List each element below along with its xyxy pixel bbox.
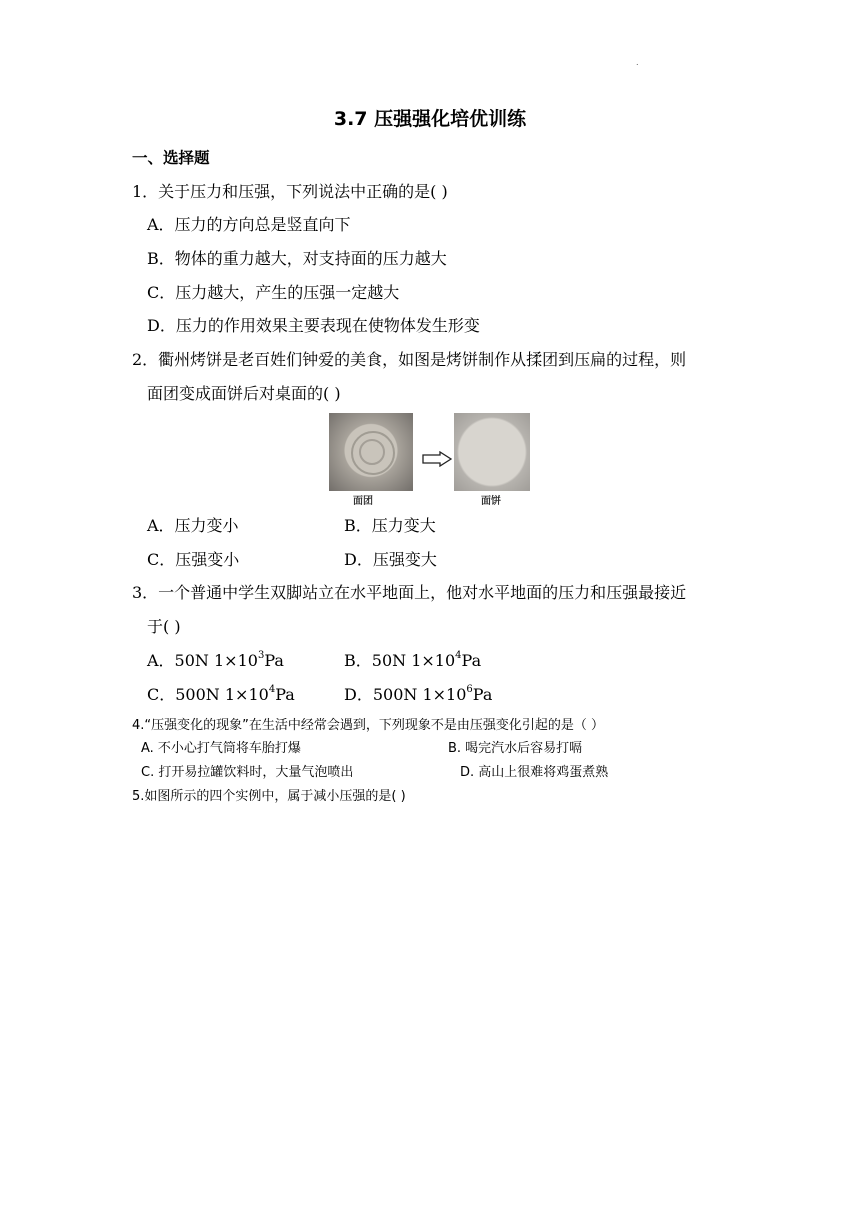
section-heading: 一、选择题: [132, 149, 210, 167]
q4-option-c: C. 打开易拉罐饮料时，大量气泡喷出: [141, 765, 354, 780]
q3-option-d: D．500N $1\times 10^6Pa$: [344, 684, 493, 704]
q2-option-a: A．压力变小: [147, 516, 239, 535]
q1-option-b: B．物体的重力越大，对支持面的压力越大: [147, 249, 447, 268]
q4-option-b: B. 喝完汽水后容易打嗝: [448, 741, 583, 756]
caption-dough: 面团: [353, 496, 373, 507]
q3-stem-line2: 于( ): [147, 617, 181, 636]
q1-option-a: A．压力的方向总是竖直向下: [147, 215, 351, 234]
q2-option-b: B．压力变大: [344, 516, 436, 535]
corner-mark: .: [636, 58, 639, 67]
page-title: 3.7 压强强化培优训练: [333, 108, 527, 130]
q3-stem-line1: 3．一个普通中学生双脚站立在水平地面上，他对水平地面的压力和压强最接近: [132, 583, 687, 602]
caption-cake: 面饼: [481, 496, 501, 507]
q5-stem: 5.如图所示的四个实例中，属于减小压强的是( ): [132, 789, 406, 804]
q3-option-a: A．50N $1\times 10^3Pa$: [147, 650, 284, 670]
q2-option-d: D．压强变大: [344, 550, 437, 569]
q2-option-c: C．压强变小: [147, 550, 240, 569]
q3-option-b: B．50N $1\times 10^4Pa$: [344, 650, 482, 670]
q1-option-c: C．压力越大，产生的压强一定越大: [147, 283, 400, 302]
q2-stem-line1: 2．衢州烤饼是老百姓们钟爱的美食，如图是烤饼制作从揉团到压扁的过程，则: [132, 350, 687, 369]
q4-option-a: A. 不小心打气筒将车胎打爆: [141, 741, 301, 756]
q1-stem: 1．关于压力和压强，下列说法中正确的是( ): [132, 182, 448, 201]
q4-option-d: D. 高山上很难将鸡蛋煮熟: [460, 765, 609, 780]
q2-stem-line2: 面团变成面饼后对桌面的( ): [147, 384, 341, 403]
q3-option-c: C．500N $1\times 10^4Pa$: [147, 684, 295, 704]
flat-cake-photo: [454, 413, 530, 491]
q1-option-d: D．压力的作用效果主要表现在使物体发生形变: [147, 316, 480, 335]
dough-ball-photo: [329, 413, 413, 491]
q4-stem: 4.“压强变化的现象”在生活中经常会遇到，下列现象不是由压强变化引起的是（ ）: [132, 718, 605, 733]
right-arrow-icon: [422, 451, 452, 467]
